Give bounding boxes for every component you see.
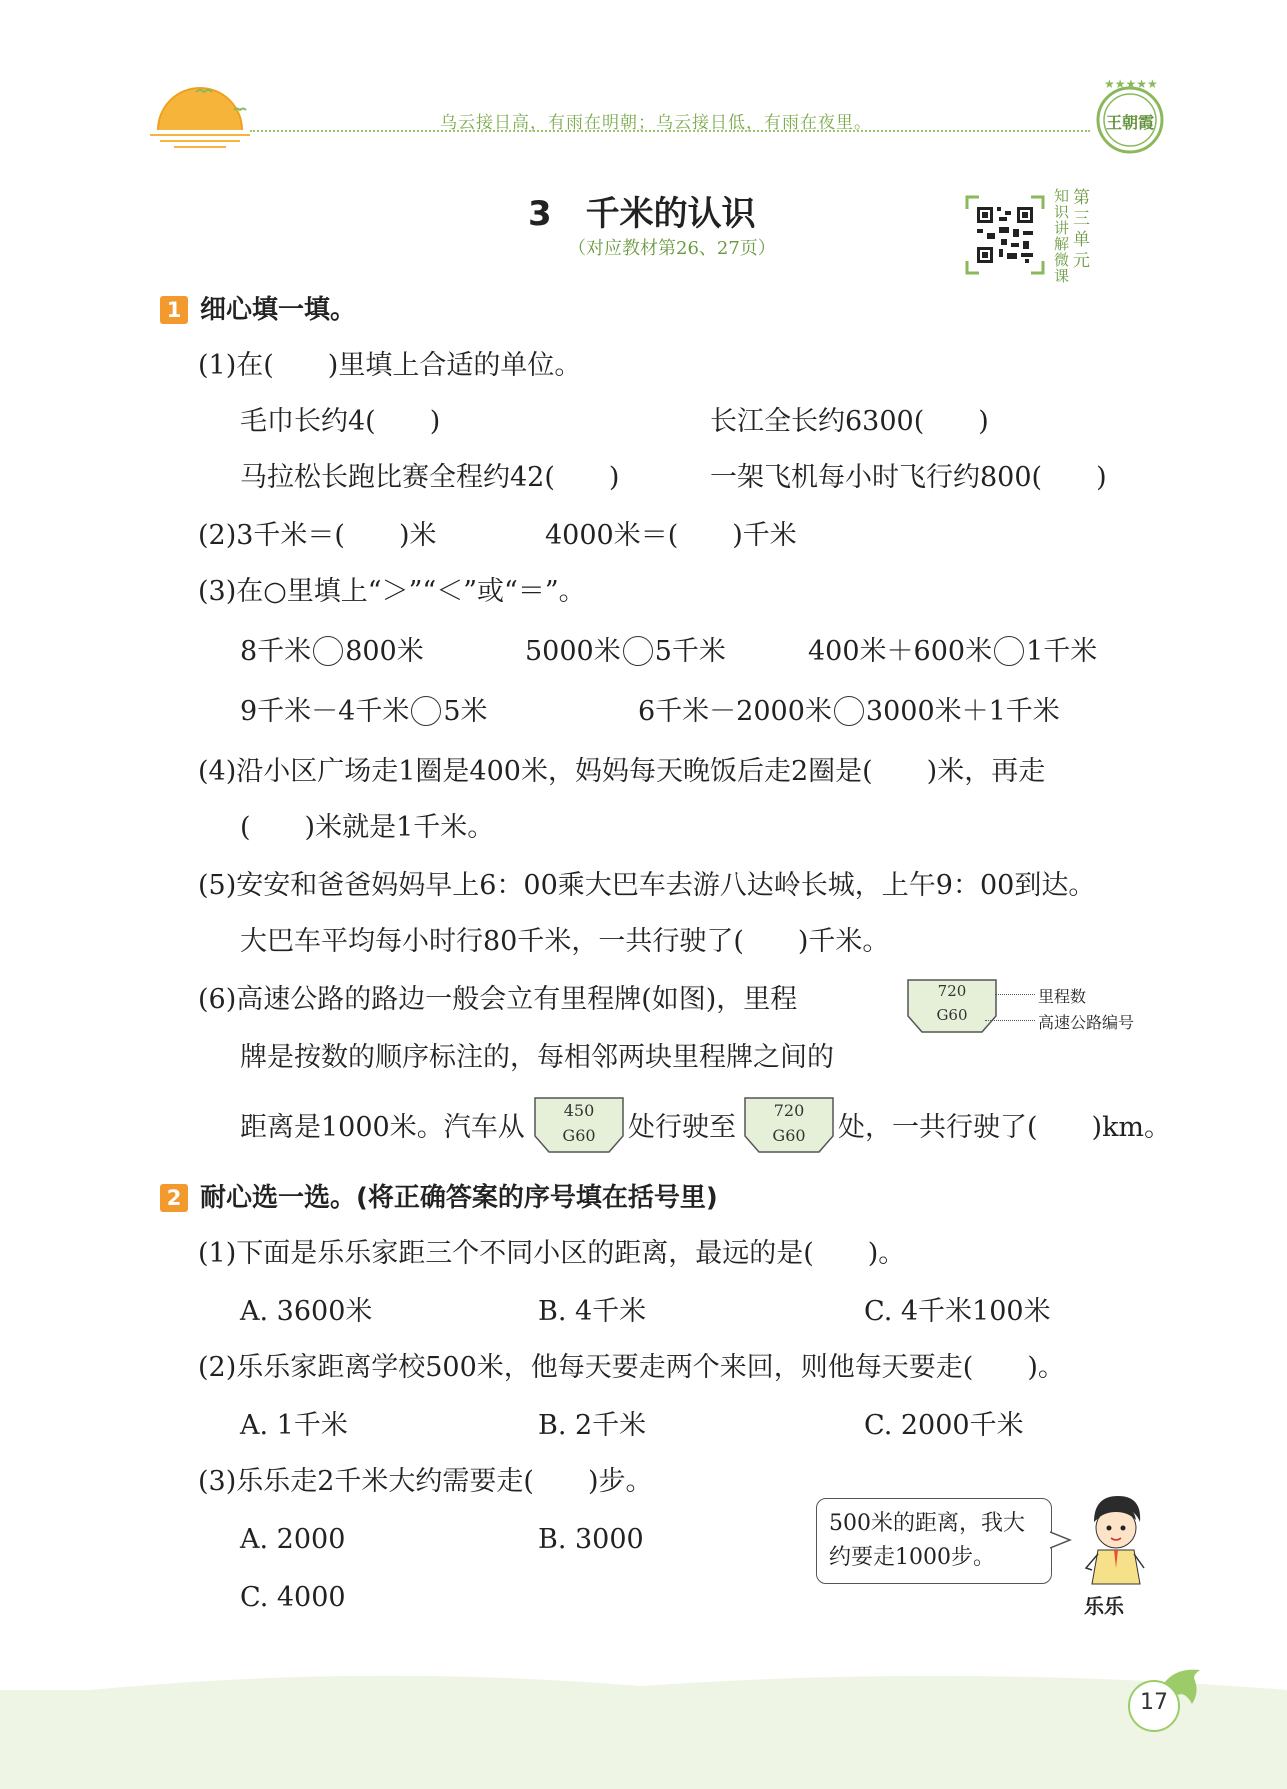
q2-item-a: (2)3千米＝( )米 (198, 520, 437, 551)
q1-item-airplane: 一架飞机每小时飞行约800( ) (710, 462, 1107, 493)
sign-to-top: 720 (773, 1101, 805, 1120)
q3-prompt: (3)在○里填上“＞”“＜”或“＝”。 (198, 576, 586, 607)
section2-number: 2 (160, 1184, 188, 1212)
s2-q2-opt-c[interactable]: C. 2000千米 (864, 1410, 1024, 1441)
compare-4-right: 5米 (443, 696, 488, 727)
mileage-sign-from (533, 1096, 625, 1154)
lesson-title-text: 千米的认识 (585, 194, 756, 234)
s2-q2-opt-a[interactable]: A. 1千米 (240, 1410, 348, 1441)
sign-from-bottom: G60 (562, 1126, 596, 1145)
legend-leader-bottom (985, 1020, 1035, 1021)
q6-line3a: 距离是1000米。汽车从 (240, 1112, 525, 1143)
s2-q3-opt-b[interactable]: B. 3000 (538, 1524, 644, 1555)
q5-line2: 大巴车平均每小时行80千米，一共行驶了( )千米。 (240, 926, 890, 957)
q1-item-yangtze: 长江全长约6300( ) (710, 406, 989, 437)
s2-q3-opt-a[interactable]: A. 2000 (240, 1524, 346, 1555)
section2-title: 耐心选一选。(将正确答案的序号填在括号里) (200, 1183, 718, 1213)
s2-q3: (3)乐乐走2千米大约需要走( )步。 (198, 1466, 653, 1497)
page-number: 17 (1140, 1690, 1168, 1715)
qr-label-col2: 第三单元 (1073, 188, 1090, 271)
compare-2-left: 5000米 (525, 636, 621, 667)
compare-circle[interactable] (623, 636, 653, 666)
sign-from-top: 450 (563, 1101, 595, 1120)
character-name: 乐乐 (1084, 1594, 1124, 1618)
compare-circle[interactable] (313, 636, 343, 666)
brand-name: 王朝霞 (1105, 113, 1154, 132)
lesson-subtitle: （对应教材第26、27页） (568, 238, 776, 259)
qr-code[interactable] (965, 195, 1045, 275)
compare-3-left: 400米＋600米 (808, 636, 993, 667)
header-sun-logo (150, 80, 250, 150)
compare-5-left: 6千米－2000米 (638, 696, 832, 727)
q6-line1: (6)高速公路的路边一般会立有里程牌(如图)，里程 (198, 984, 798, 1015)
q1-prompt: (1)在( )里填上合适的单位。 (198, 350, 582, 381)
speech-bubble (816, 1498, 1052, 1584)
legend-label-highway: 高速公路编号 (1038, 1013, 1135, 1032)
character-lele-illustration (1076, 1490, 1156, 1590)
svg-text:★★★★★: ★★★★★ (1104, 77, 1158, 91)
compare-4 (240, 694, 488, 730)
s2-q1-opt-a[interactable]: A. 3600米 (240, 1296, 373, 1327)
s2-q2: (2)乐乐家距离学校500米，他每天要走两个来回，则他每天要走( )。 (198, 1352, 1065, 1383)
brand-badge (1090, 76, 1170, 156)
compare-4-left: 9千米－4千米 (240, 696, 410, 727)
compare-circle[interactable] (834, 696, 864, 726)
compare-1-left: 8千米 (240, 636, 312, 667)
s2-q2-opt-b[interactable]: B. 2千米 (538, 1410, 647, 1441)
compare-1-right: 800米 (345, 636, 424, 667)
q1-item-marathon: 马拉松长跑比赛全程约42( ) (240, 462, 620, 493)
qr-label-col1: 知识讲解微课 (1054, 187, 1070, 285)
s2-q1-opt-c[interactable]: C. 4千米100米 (864, 1296, 1051, 1327)
bubble-line2: 约要走1000步。 (829, 1545, 995, 1570)
lesson-number: 3 (528, 194, 552, 234)
legend-label-mileage: 里程数 (1038, 987, 1087, 1006)
bubble-tail (1050, 1530, 1072, 1550)
lesson-title (528, 186, 756, 235)
q6-line2: 牌是按数的顺序标注的，每相邻两块里程牌之间的 (240, 1042, 834, 1073)
header-motto: 乌云接日高，有雨在明朝；乌云接日低，有雨在夜里。 (440, 113, 872, 133)
q5-line1: (5)安安和爸爸妈妈早上6：00乘大巴车去游八达岭长城，上午9：00到达。 (198, 870, 1096, 901)
sign-legend-top: 720 (937, 982, 967, 1000)
s2-q1-opt-b[interactable]: B. 4千米 (538, 1296, 647, 1327)
section1-number: 1 (160, 296, 188, 324)
compare-1 (240, 634, 424, 670)
compare-circle[interactable] (411, 696, 441, 726)
compare-2-right: 5千米 (654, 636, 726, 667)
s2-q3-opt-c[interactable]: C. 4000 (240, 1582, 346, 1613)
q1-item-towel: 毛巾长约4( ) (240, 406, 441, 437)
compare-3-right: 1千米 (1026, 636, 1098, 667)
q4-line1: (4)沿小区广场走1圈是400米，妈妈每天晚饭后走2圈是( )米，再走 (198, 756, 1046, 787)
bubble-line1: 500米的距离，我大 (829, 1511, 1025, 1536)
compare-5 (638, 694, 1060, 730)
legend-leader-top (995, 994, 1035, 995)
compare-2 (525, 634, 726, 670)
q6-line3c: 处，一共行驶了( )km。 (838, 1112, 1172, 1143)
q2-item-b: 4000米＝( )千米 (545, 520, 797, 551)
compare-5-right: 3000米＋1千米 (865, 696, 1060, 727)
compare-circle[interactable] (994, 636, 1024, 666)
footer-hills (0, 1660, 1287, 1700)
q6-line3b: 处行驶至 (628, 1112, 736, 1143)
sign-to-bottom: G60 (772, 1126, 806, 1145)
mileage-sign-legend (906, 978, 998, 1034)
footer-background (0, 1690, 1287, 1789)
compare-3 (808, 634, 1097, 670)
q4-line2: ( )米就是1千米。 (240, 812, 495, 843)
s2-q1: (1)下面是乐乐家距三个不同小区的距离，最远的是( )。 (198, 1238, 906, 1269)
sign-legend-bottom: G60 (936, 1006, 968, 1024)
section1-title: 细心填一填。 (200, 295, 357, 325)
mileage-sign-to (743, 1096, 835, 1154)
